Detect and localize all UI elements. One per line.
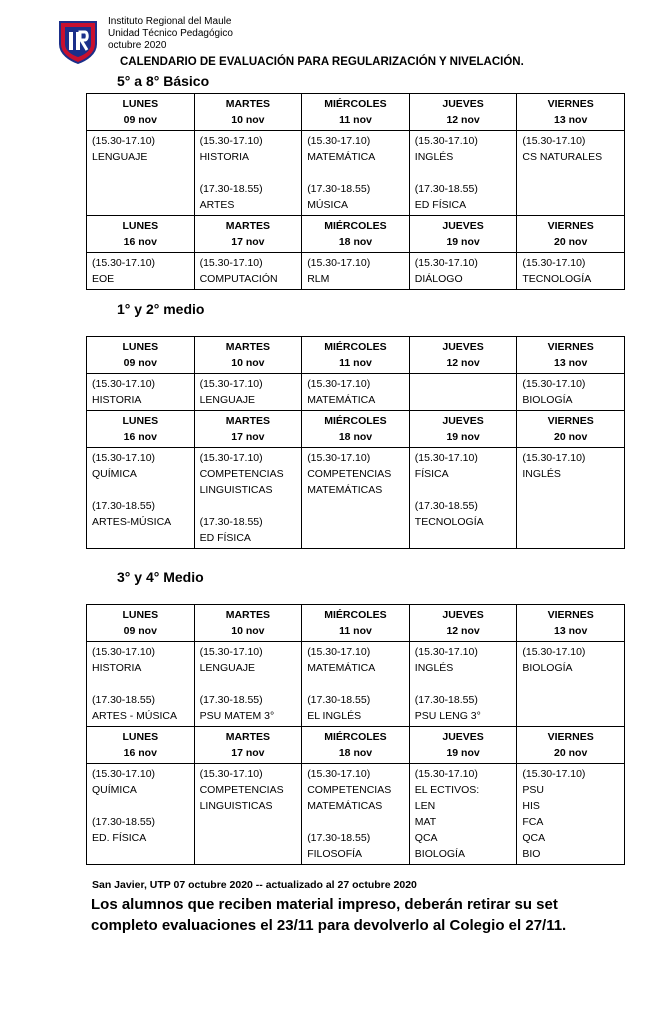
exam-time: (15.30-17.10) bbox=[307, 257, 371, 269]
day-date: 16 nov bbox=[123, 431, 157, 443]
slot-gap bbox=[200, 165, 297, 181]
exam-subject: MATEMÁTICAS bbox=[307, 800, 383, 812]
exam-subject: RLM bbox=[307, 273, 330, 285]
day-header-cell bbox=[517, 411, 625, 448]
day-name: MARTES bbox=[225, 98, 271, 110]
slot-gap bbox=[415, 482, 512, 498]
exam-cell bbox=[517, 374, 625, 411]
exam-subject: BIOLOGÍA bbox=[522, 394, 573, 406]
day-date: 10 nov bbox=[231, 114, 265, 126]
exam-time: (17.30-18.55) bbox=[92, 500, 156, 512]
day-name: JUEVES bbox=[442, 415, 484, 427]
section-title-1-2-medio: 1° y 2° medio bbox=[117, 301, 205, 317]
exam-cell bbox=[302, 253, 410, 290]
header-row bbox=[87, 727, 625, 764]
exam-subject: COMPETENCIAS bbox=[199, 784, 284, 796]
exam-cell bbox=[302, 374, 410, 411]
day-header-cell bbox=[517, 337, 625, 374]
day-name: VIERNES bbox=[547, 341, 594, 353]
exam-time: (17.30-18.55) bbox=[414, 183, 478, 195]
exam-subject: ARTES-MÚSICA bbox=[92, 516, 172, 528]
exam-subject: LENGUAJE bbox=[92, 151, 148, 163]
day-name: MARTES bbox=[225, 220, 271, 232]
exam-time: (15.30-17.10) bbox=[199, 646, 263, 658]
exam-subject: LINGUISTICAS bbox=[199, 484, 273, 496]
exam-time: (15.30-17.10) bbox=[92, 257, 156, 269]
exam-subject: QUÍMICA bbox=[92, 784, 137, 796]
exam-time: (15.30-17.10) bbox=[414, 768, 478, 780]
exam-time: (17.30-18.55) bbox=[414, 694, 478, 706]
exam-time: (15.30-17.10) bbox=[307, 378, 371, 390]
day-name: MARTES bbox=[225, 341, 271, 353]
exam-cell bbox=[87, 764, 195, 865]
exam-subject: HISTORIA bbox=[92, 662, 142, 674]
exam-time: (15.30-17.10) bbox=[414, 257, 478, 269]
day-header-cell bbox=[302, 216, 410, 253]
exam-subject: QUÍMICA bbox=[92, 468, 137, 480]
exam-time: (17.30-18.55) bbox=[92, 694, 156, 706]
exam-subject: HISTORIA bbox=[199, 151, 249, 163]
day-name: MIÉRCOLES bbox=[324, 98, 387, 110]
exam-time: (17.30-18.55) bbox=[92, 816, 156, 828]
exam-subject: PSU LENG 3° bbox=[414, 710, 481, 722]
day-date: 17 nov bbox=[231, 747, 265, 759]
day-header-cell bbox=[302, 727, 410, 764]
exam-subject: PSU bbox=[522, 784, 544, 796]
exam-subject: MATEMÁTICAS bbox=[307, 484, 383, 496]
day-name: VIERNES bbox=[547, 731, 594, 743]
day-header-cell bbox=[302, 411, 410, 448]
exam-cell bbox=[409, 642, 517, 727]
exam-cell bbox=[409, 764, 517, 865]
exam-cell bbox=[87, 253, 195, 290]
exam-subject: MATEMÁTICA bbox=[307, 662, 376, 674]
exam-subject: BIOLOGÍA bbox=[522, 662, 573, 674]
exam-cell bbox=[194, 642, 302, 727]
exam-time: (15.30-17.10) bbox=[414, 452, 478, 464]
exam-cell bbox=[194, 253, 302, 290]
exam-time: (15.30-17.10) bbox=[199, 768, 263, 780]
day-name: LUNES bbox=[122, 98, 159, 110]
day-date: 20 nov bbox=[554, 747, 588, 759]
exam-cell bbox=[194, 764, 302, 865]
exam-row bbox=[87, 764, 625, 865]
exam-cell bbox=[302, 764, 410, 865]
day-date: 13 nov bbox=[554, 357, 588, 369]
exam-cell bbox=[409, 131, 517, 216]
day-date: 09 nov bbox=[123, 357, 157, 369]
exam-time: (15.30-17.10) bbox=[307, 768, 371, 780]
exam-cell bbox=[517, 764, 625, 865]
exam-subject: DIÁLOGO bbox=[414, 273, 463, 285]
day-date: 18 nov bbox=[338, 747, 373, 759]
exam-time: (15.30-17.10) bbox=[92, 378, 156, 390]
exam-time: (15.30-17.10) bbox=[522, 452, 586, 464]
day-date: 19 nov bbox=[446, 747, 480, 759]
exam-row bbox=[87, 642, 625, 727]
exam-subject: INGLÉS bbox=[414, 662, 454, 674]
exam-subject: MÚSICA bbox=[307, 199, 349, 211]
day-header-cell bbox=[517, 94, 625, 131]
school-crest-logo bbox=[58, 20, 98, 64]
day-date: 13 nov bbox=[554, 625, 588, 637]
exam-subject: INGLÉS bbox=[414, 151, 454, 163]
exam-subject: LENGUAJE bbox=[199, 394, 256, 406]
exam-time: (15.30-17.10) bbox=[307, 135, 371, 147]
day-name: MIÉRCOLES bbox=[324, 609, 387, 621]
institution-header bbox=[108, 16, 233, 52]
day-date: 12 nov bbox=[446, 625, 480, 637]
exam-time: (17.30-18.55) bbox=[307, 694, 371, 706]
day-header-cell bbox=[409, 605, 517, 642]
exam-subject: COMPETENCIAS bbox=[307, 784, 392, 796]
exam-list-item: MAT bbox=[414, 816, 437, 828]
exam-time: (15.30-17.10) bbox=[522, 135, 586, 147]
exam-time: (15.30-17.10) bbox=[92, 135, 156, 147]
exam-cell bbox=[194, 131, 302, 216]
exam-subject: EOE bbox=[92, 273, 115, 285]
day-date: 19 nov bbox=[446, 236, 480, 248]
exam-list-item: HIS bbox=[522, 800, 540, 812]
day-date: 12 nov bbox=[446, 357, 480, 369]
day-date: 17 nov bbox=[231, 431, 265, 443]
day-date: 11 nov bbox=[339, 114, 372, 126]
exam-cell bbox=[302, 642, 410, 727]
day-name: VIERNES bbox=[547, 609, 594, 621]
day-name: MIÉRCOLES bbox=[324, 341, 387, 353]
day-name: VIERNES bbox=[547, 220, 594, 232]
day-header-cell bbox=[517, 605, 625, 642]
day-header-cell bbox=[409, 727, 517, 764]
slot-gap bbox=[415, 165, 512, 181]
footer-line: San Javier, UTP 07 octubre 2020 -- actualizado al 27 octubre 2020 bbox=[92, 879, 417, 891]
exam-cell bbox=[517, 448, 625, 549]
day-header-cell bbox=[409, 216, 517, 253]
day-header-cell bbox=[87, 337, 195, 374]
header-row bbox=[87, 411, 625, 448]
exam-time: (17.30-18.55) bbox=[414, 500, 478, 512]
day-header-cell bbox=[517, 216, 625, 253]
day-date: 10 nov bbox=[231, 625, 265, 637]
slot-gap bbox=[200, 498, 297, 514]
day-name: MIÉRCOLES bbox=[324, 220, 387, 232]
exam-subject: FILOSOFÍA bbox=[307, 848, 363, 860]
exam-list-item: LEN bbox=[414, 800, 436, 812]
day-name: JUEVES bbox=[442, 731, 484, 743]
exam-subject: COMPUTACIÓN bbox=[199, 273, 278, 285]
exam-row bbox=[87, 448, 625, 549]
exam-time: (15.30-17.10) bbox=[199, 452, 263, 464]
exam-subject: ED. FÍSICA bbox=[92, 832, 147, 844]
exam-time: (15.30-17.10) bbox=[199, 135, 263, 147]
day-name: JUEVES bbox=[442, 609, 484, 621]
day-date: 20 nov bbox=[554, 236, 588, 248]
day-name: JUEVES bbox=[442, 220, 484, 232]
exam-time: (15.30-17.10) bbox=[414, 646, 478, 658]
day-name: LUNES bbox=[122, 341, 159, 353]
slot-gap bbox=[307, 814, 404, 830]
exam-cell bbox=[409, 253, 517, 290]
day-name: VIERNES bbox=[547, 98, 594, 110]
exam-subject: LINGUISTICAS bbox=[199, 800, 273, 812]
exam-subject: HISTORIA bbox=[92, 394, 142, 406]
day-header-cell bbox=[194, 727, 302, 764]
day-name: MARTES bbox=[225, 415, 271, 427]
day-header-cell bbox=[409, 94, 517, 131]
day-name: LUNES bbox=[122, 609, 159, 621]
exam-cell bbox=[87, 448, 195, 549]
exam-subject: MATEMÁTICA bbox=[307, 394, 376, 406]
exam-time: (15.30-17.10) bbox=[307, 646, 371, 658]
day-header-cell bbox=[194, 411, 302, 448]
exam-subject: ED FÍSICA bbox=[199, 532, 251, 544]
exam-cell bbox=[87, 642, 195, 727]
day-name: MIÉRCOLES bbox=[324, 415, 387, 427]
day-date: 09 nov bbox=[123, 114, 157, 126]
day-header-cell bbox=[302, 337, 410, 374]
exam-time: (15.30-17.10) bbox=[522, 378, 586, 390]
exam-time: (17.30-18.55) bbox=[307, 832, 371, 844]
day-date: 16 nov bbox=[123, 236, 157, 248]
section-title-3-4-medio: 3° y 4° Medio bbox=[117, 569, 204, 585]
schedule-table-3-4-medio bbox=[86, 604, 625, 865]
exam-subject: MATEMÁTICA bbox=[307, 151, 376, 163]
exam-subject: INGLÉS bbox=[522, 468, 561, 480]
exam-subject: EL INGLÉS bbox=[307, 710, 362, 722]
header-row bbox=[87, 216, 625, 253]
exam-list-item: QCA bbox=[414, 832, 438, 844]
exam-cell bbox=[302, 448, 410, 549]
exam-time: (17.30-18.55) bbox=[199, 694, 263, 706]
header-row bbox=[87, 337, 625, 374]
exam-cell bbox=[194, 448, 302, 549]
exam-list-item: QCA bbox=[522, 832, 546, 844]
exam-time: (15.30-17.10) bbox=[199, 257, 263, 269]
exam-subject: ED FÍSICA bbox=[414, 199, 467, 211]
exam-time: (15.30-17.10) bbox=[92, 646, 156, 658]
day-date: 11 nov bbox=[339, 625, 372, 637]
day-name: LUNES bbox=[122, 220, 159, 232]
day-name: LUNES bbox=[122, 415, 159, 427]
exam-subject: COMPETENCIAS bbox=[199, 468, 284, 480]
exam-subject: FÍSICA bbox=[414, 468, 449, 480]
exam-subject: EL ECTIVOS: bbox=[414, 784, 480, 796]
section-title-basico: 5° a 8° Básico bbox=[117, 73, 210, 89]
exam-list-item: BIO bbox=[522, 848, 541, 860]
schedule-table-basico bbox=[86, 93, 625, 290]
header-row bbox=[87, 94, 625, 131]
notice-text: Los alumnos que reciben material impreso, deberán retirar su set completo evaluaciones el 23/11 para devolverlo al Colegio el 27/11. bbox=[91, 896, 567, 934]
day-header-cell bbox=[194, 605, 302, 642]
day-name: MARTES bbox=[225, 609, 271, 621]
day-date: 13 nov bbox=[554, 114, 588, 126]
day-date: 16 nov bbox=[123, 747, 157, 759]
day-name: LUNES bbox=[122, 731, 159, 743]
slot-gap bbox=[415, 676, 512, 692]
institution-name: Instituto Regional del Maule bbox=[108, 16, 232, 27]
day-date: 17 nov bbox=[231, 236, 265, 248]
slot-gap bbox=[307, 165, 404, 181]
schedule-table-1-2-medio bbox=[86, 336, 625, 549]
exam-time: (15.30-17.10) bbox=[522, 646, 586, 658]
exam-time: (15.30-17.10) bbox=[199, 378, 263, 390]
exam-time: (17.30-18.55) bbox=[199, 183, 263, 195]
day-header-cell bbox=[302, 605, 410, 642]
day-header-cell bbox=[87, 411, 195, 448]
day-header-cell bbox=[409, 411, 517, 448]
day-name: MIÉRCOLES bbox=[324, 731, 387, 743]
day-name: JUEVES bbox=[442, 98, 484, 110]
exam-time: (15.30-17.10) bbox=[414, 135, 478, 147]
exam-time: (17.30-18.55) bbox=[199, 516, 263, 528]
exam-cell bbox=[87, 374, 195, 411]
header-row bbox=[87, 605, 625, 642]
slot-gap bbox=[92, 798, 189, 814]
exam-time: (17.30-18.55) bbox=[307, 183, 371, 195]
exam-subject: TECNOLOGÍA bbox=[414, 516, 484, 528]
day-header-cell bbox=[87, 605, 195, 642]
exam-cell bbox=[517, 131, 625, 216]
exam-row bbox=[87, 374, 625, 411]
exam-time: (15.30-17.10) bbox=[92, 768, 156, 780]
day-date: 09 nov bbox=[123, 625, 157, 637]
day-header-cell bbox=[194, 94, 302, 131]
exam-subject: LENGUAJE bbox=[199, 662, 256, 674]
day-name: JUEVES bbox=[442, 341, 484, 353]
day-date: 20 nov bbox=[554, 431, 588, 443]
day-name: VIERNES bbox=[547, 415, 594, 427]
day-header-cell bbox=[87, 216, 195, 253]
exam-cell bbox=[87, 131, 195, 216]
exam-time: (15.30-17.10) bbox=[522, 768, 586, 780]
day-header-cell bbox=[517, 727, 625, 764]
exam-cell bbox=[409, 448, 517, 549]
exam-subject: ARTES - MÚSICA bbox=[92, 710, 177, 722]
exam-list-item: BIOLOGÍA bbox=[414, 848, 465, 860]
exam-list-item: FCA bbox=[522, 816, 544, 828]
slot-gap bbox=[307, 676, 404, 692]
unit-name: Unidad Técnico Pedagógico bbox=[108, 28, 233, 39]
exam-subject: TECNOLOGÍA bbox=[522, 273, 592, 285]
day-date: 11 nov bbox=[339, 357, 372, 369]
exam-subject: PSU MATEM 3° bbox=[199, 710, 275, 722]
day-date: 19 nov bbox=[446, 431, 480, 443]
day-name: MARTES bbox=[225, 731, 271, 743]
day-date: 18 nov bbox=[338, 431, 373, 443]
day-header-cell bbox=[87, 727, 195, 764]
exam-time: (15.30-17.10) bbox=[522, 257, 586, 269]
day-header-cell bbox=[302, 94, 410, 131]
day-date: 18 nov bbox=[338, 236, 373, 248]
day-header-cell bbox=[194, 216, 302, 253]
slot-gap bbox=[200, 676, 297, 692]
document-title: CALENDARIO DE EVALUACIÓN PARA REGULARIZACIÓN Y NIVELACIÓN. bbox=[120, 56, 524, 68]
exam-subject: COMPETENCIAS bbox=[307, 468, 392, 480]
exam-subject: ARTES bbox=[199, 199, 235, 211]
day-date: 10 nov bbox=[231, 357, 265, 369]
exam-time: (15.30-17.10) bbox=[92, 452, 156, 464]
exam-cell bbox=[517, 642, 625, 727]
day-header-cell bbox=[409, 337, 517, 374]
day-header-cell bbox=[87, 94, 195, 131]
exam-cell bbox=[302, 131, 410, 216]
header-date: octubre 2020 bbox=[108, 40, 167, 51]
slot-gap bbox=[92, 482, 189, 498]
day-date: 12 nov bbox=[446, 114, 480, 126]
exam-row bbox=[87, 131, 625, 216]
exam-row bbox=[87, 253, 625, 290]
exam-cell bbox=[409, 374, 517, 411]
exam-cell bbox=[194, 374, 302, 411]
exam-subject: CS NATURALES bbox=[522, 151, 603, 163]
slot-gap bbox=[92, 676, 189, 692]
day-header-cell bbox=[194, 337, 302, 374]
exam-cell bbox=[517, 253, 625, 290]
exam-time: (15.30-17.10) bbox=[307, 452, 371, 464]
